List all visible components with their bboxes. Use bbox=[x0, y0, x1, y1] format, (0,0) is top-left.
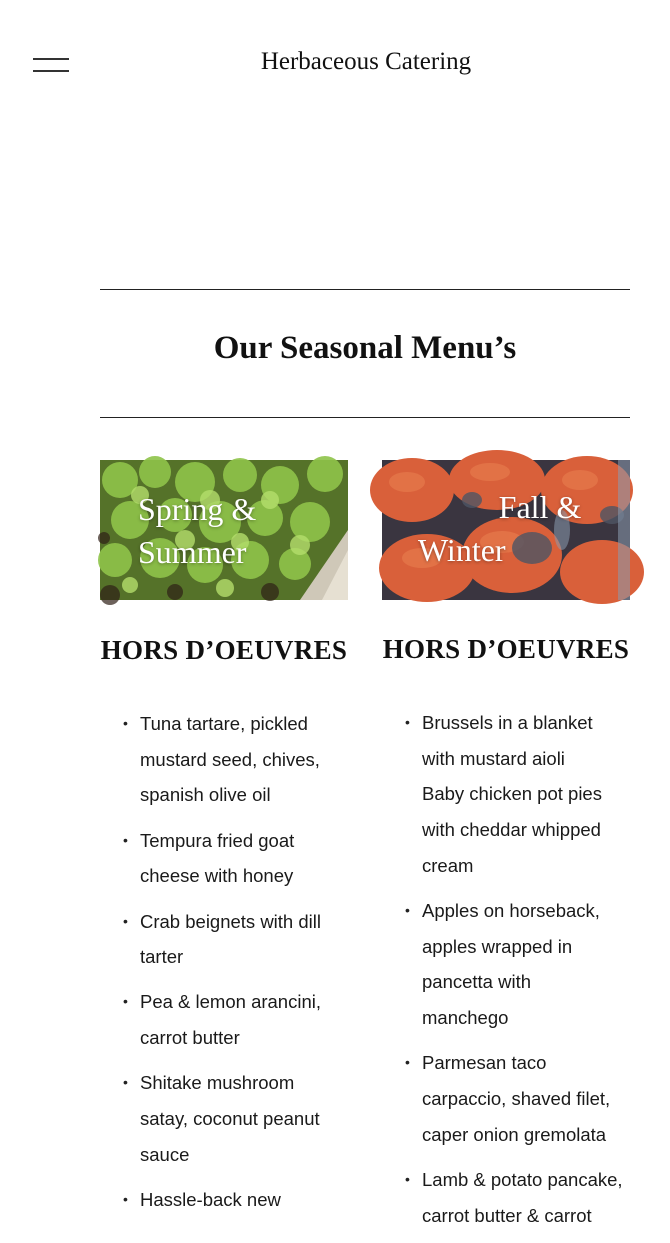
site-title[interactable]: Herbaceous Catering bbox=[260, 48, 472, 75]
item-line: pancetta with bbox=[422, 971, 532, 993]
item-line: sauce bbox=[140, 1143, 190, 1165]
divider-bottom bbox=[100, 417, 630, 418]
item-line: • Lamb & potato pancake, bbox=[422, 1168, 623, 1190]
spring-summer-label bbox=[138, 488, 338, 574]
divider-top bbox=[100, 289, 630, 290]
item-line: • Hassle-back new bbox=[140, 1188, 281, 1210]
fall-winter-menu-list bbox=[382, 705, 630, 1233]
list-item bbox=[422, 1045, 630, 1152]
item-line: • Parmesan taco bbox=[422, 1052, 547, 1074]
item-line: • Brussels in a blanket bbox=[422, 712, 593, 733]
item-line: with mustard aioli bbox=[422, 747, 565, 769]
list-item bbox=[422, 705, 630, 884]
course-heading: HORS D’OEUVRES bbox=[100, 635, 348, 665]
item-line: • Pea & lemon arancini, bbox=[140, 991, 321, 1013]
fall-winter-card[interactable] bbox=[382, 460, 630, 600]
site-header bbox=[0, 0, 670, 130]
season-label-line2: Summer bbox=[138, 534, 247, 570]
item-line: cheese with honey bbox=[140, 865, 294, 887]
list-item bbox=[140, 706, 348, 813]
spring-summer-column bbox=[100, 460, 348, 1227]
spring-summer-menu-list bbox=[100, 706, 348, 1218]
item-line: • Apples on horseback, bbox=[422, 900, 600, 922]
item-line: • Crab beignets with dill bbox=[140, 910, 321, 932]
list-item bbox=[140, 1182, 348, 1218]
fall-winter-label bbox=[418, 486, 618, 572]
spring-summer-card[interactable] bbox=[100, 460, 348, 600]
season-label-line1: Fall & bbox=[498, 489, 582, 525]
item-line: carpaccio, shaved filet, bbox=[422, 1088, 611, 1110]
list-item bbox=[140, 984, 348, 1055]
item-line: spanish olive oil bbox=[140, 784, 271, 806]
fall-winter-column bbox=[382, 460, 630, 1243]
list-item bbox=[140, 904, 348, 975]
list-item bbox=[422, 893, 630, 1036]
item-line: carrot butter bbox=[140, 1027, 240, 1049]
item-line: apples wrapped in bbox=[422, 935, 573, 957]
list-item bbox=[140, 1065, 348, 1172]
item-line: • Tuna tartare, pickled bbox=[140, 713, 308, 734]
course-heading: HORS D’OEUVRES bbox=[382, 634, 630, 664]
season-label-line1: Spring & bbox=[138, 491, 257, 527]
item-line: • Shitake mushroom bbox=[140, 1072, 295, 1094]
item-line: • Tempura fried goat bbox=[140, 829, 295, 851]
list-item bbox=[140, 823, 348, 894]
item-line: caper onion gremolata bbox=[422, 1123, 607, 1145]
season-label-line2: Winter bbox=[418, 532, 506, 568]
item-line: with cheddar whipped bbox=[422, 819, 601, 841]
section-title: Our Seasonal Menu’s bbox=[213, 330, 517, 366]
item-line: mustard seed, chives, bbox=[140, 748, 320, 770]
item-line: manchego bbox=[422, 1007, 509, 1029]
item-line: tarter bbox=[140, 946, 184, 968]
item-line: satay, coconut peanut bbox=[140, 1108, 320, 1130]
item-line: carrot butter & carrot bbox=[422, 1204, 592, 1226]
item-line: Baby chicken pot pies bbox=[422, 783, 602, 805]
list-item bbox=[422, 1162, 630, 1233]
item-line: cream bbox=[422, 854, 474, 876]
